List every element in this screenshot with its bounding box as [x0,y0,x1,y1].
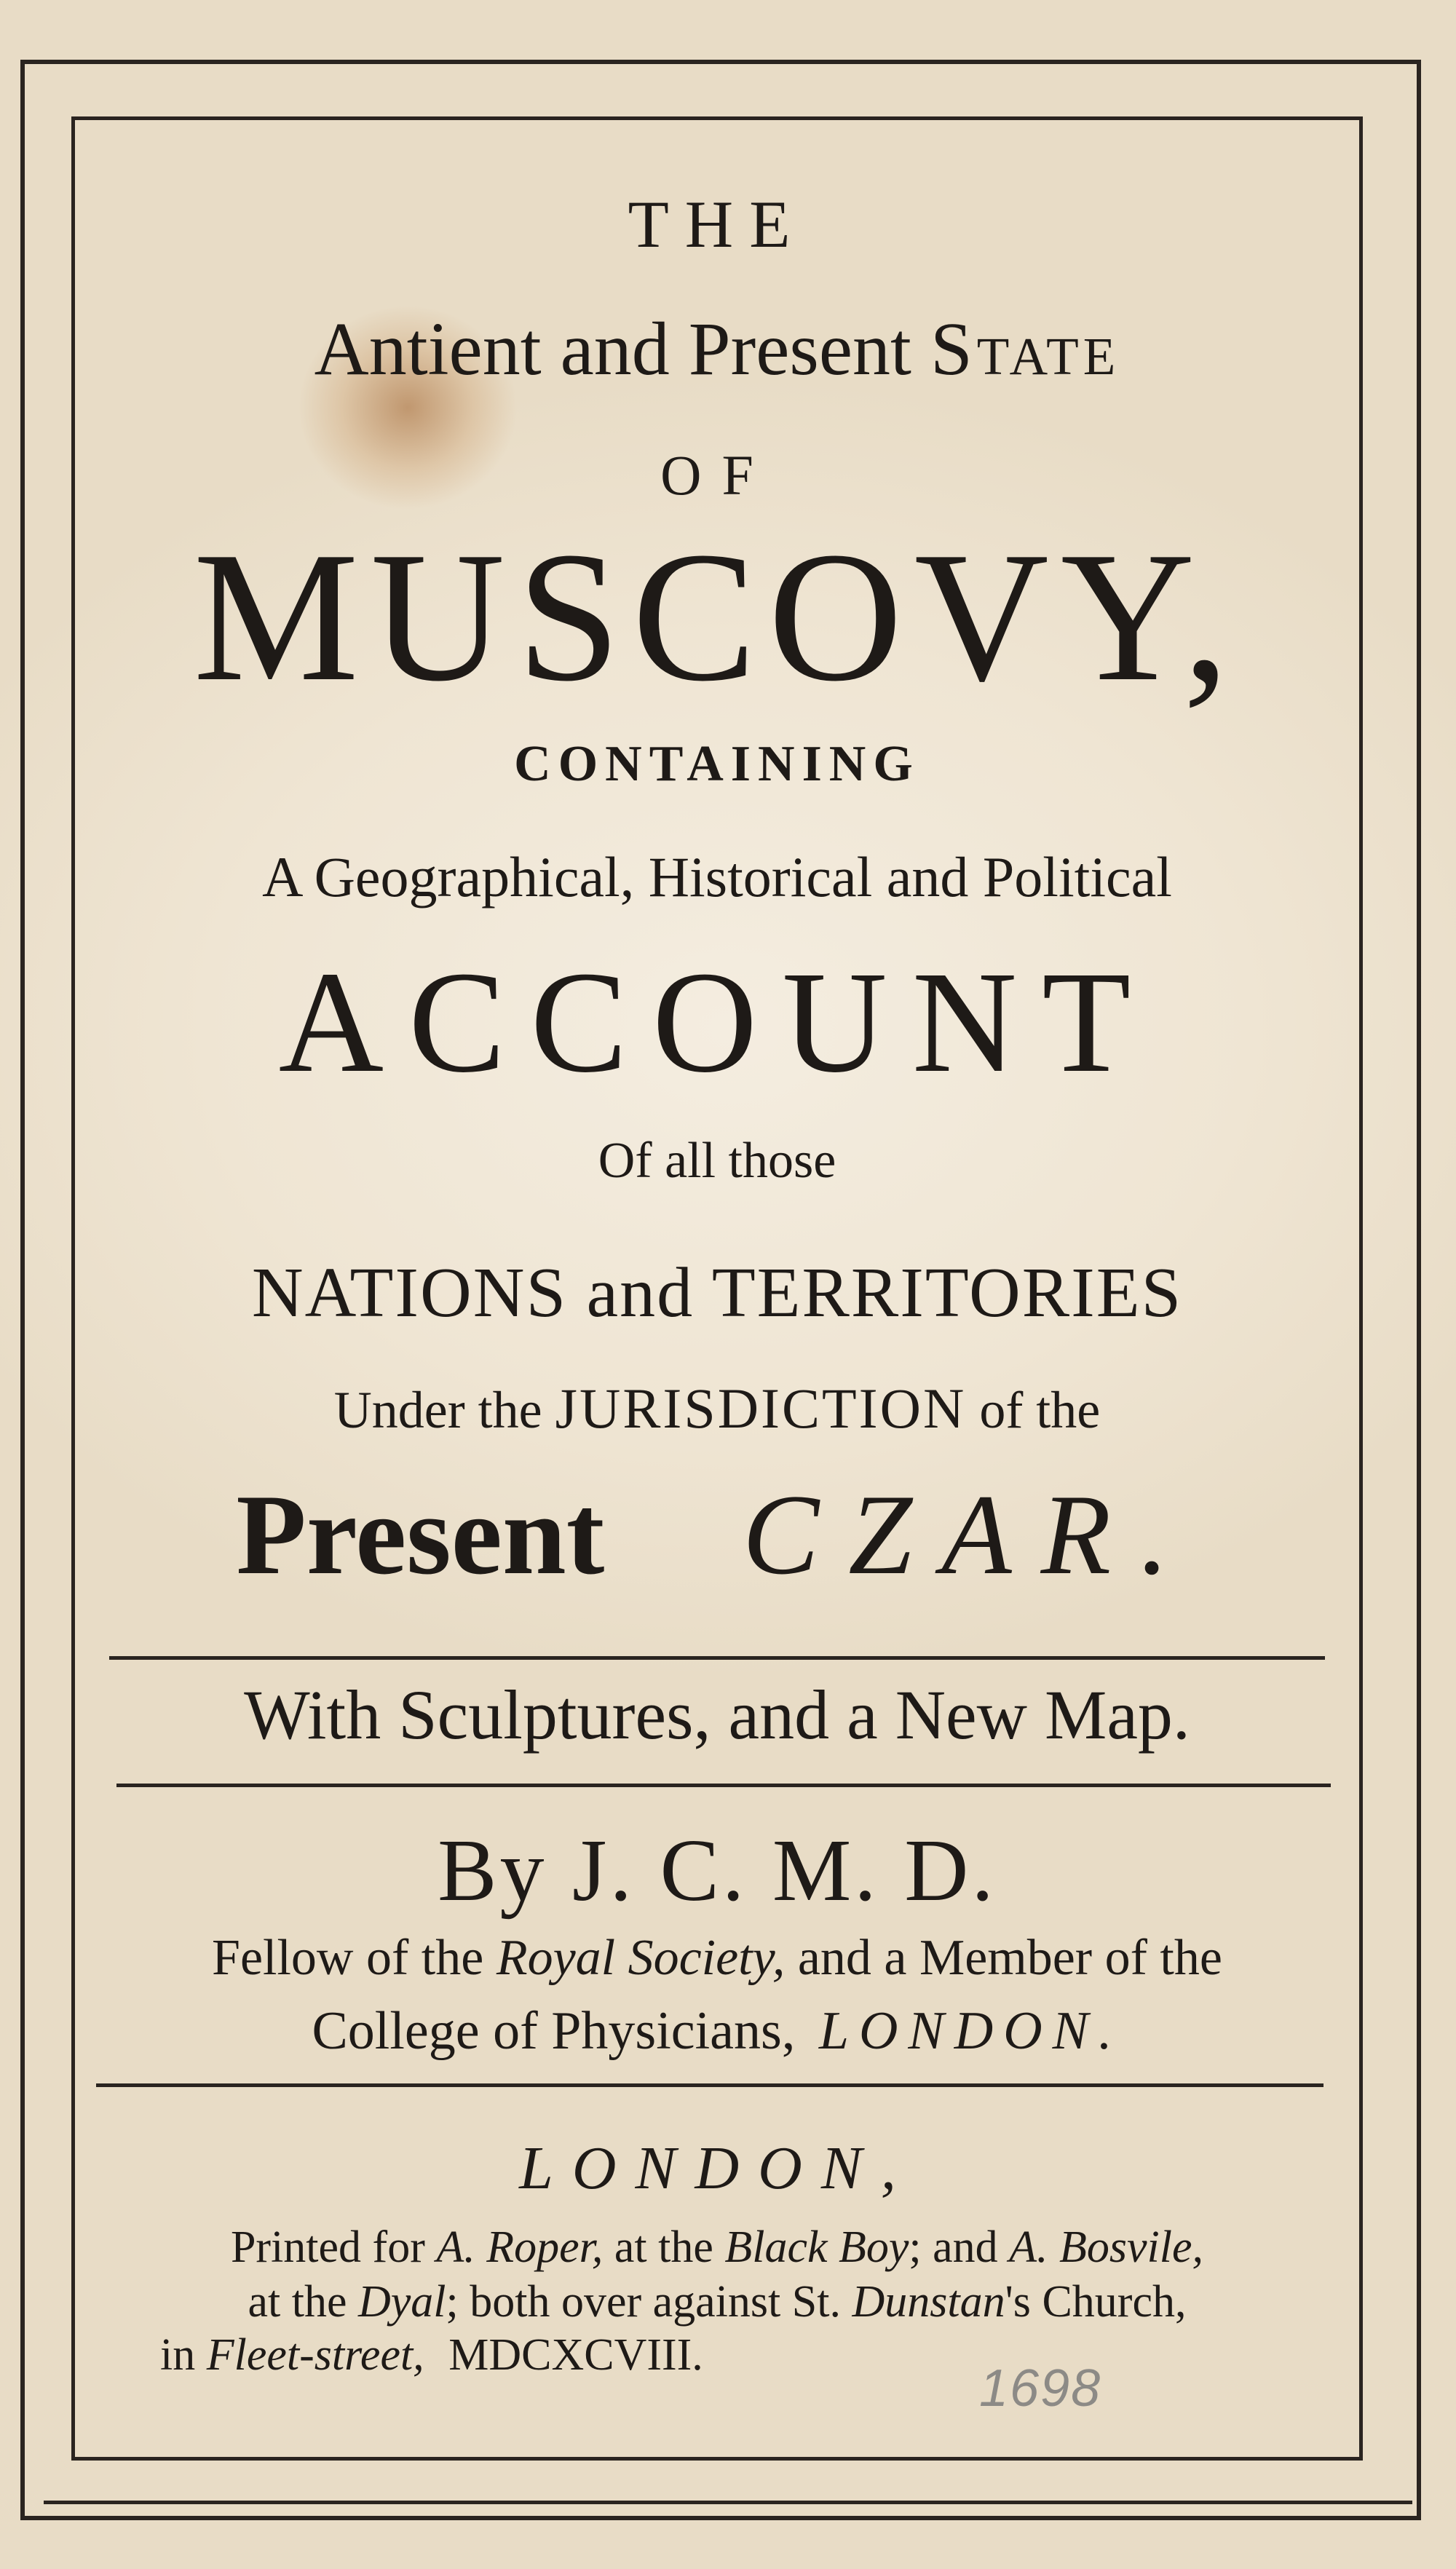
dunstan-text: Dunstan [852,2277,1005,2327]
present-czar [80,1471,1354,1599]
date-roman-text: MDCXCVIII. [448,2330,703,2380]
of-the-text: of the [979,1381,1101,1439]
jurisdiction-text: JURISDICTION [555,1377,967,1440]
title-the: THE [628,187,807,261]
church-text: 's Church, [1005,2277,1187,2327]
imprint-line-3 [160,2329,1034,2381]
both-over-text: ; both over against St. [446,2277,841,2327]
in-text: in [160,2330,196,2380]
rule-bottom [96,2083,1324,2087]
title-antient-present-state [80,306,1354,392]
title-of: OF [660,443,774,507]
with-sculptures: With Sculptures, and a New Map. [244,1676,1190,1754]
rule-middle [116,1784,1331,1787]
geographical-line: A Geographical, Historical and Political [262,845,1172,909]
by-author: By J. C. M. D. [438,1821,997,1920]
at-the-text: at the [614,2222,713,2272]
and-text: ; and [909,2222,998,2272]
containing: CONTAINING [514,736,920,792]
title-account: ACCOUNT [278,942,1156,1103]
college-text: College of Physicians, [312,2001,796,2061]
bosvile-text: A. Bosvile, [1009,2222,1204,2272]
at-the-2-text: at the [248,2277,347,2327]
college-line [80,2000,1354,2062]
black-boy-text: Black Boy [724,2222,909,2272]
antient-present-text: Antient and Present [314,307,911,391]
fellow-text: Fellow of the [212,1930,484,1986]
london-credit-text: LONDON. [818,2001,1123,2061]
imprint-line-1 [80,2222,1354,2273]
bottom-border-rule [44,2501,1412,2504]
member-text: and a Member of the [797,1930,1222,1986]
imprint-line-2 [80,2276,1354,2328]
pencil-date-annotation: 1698 [979,2359,1102,2418]
fleet-street-text: Fleet-street, [206,2330,424,2380]
under-the-text: Under the [333,1381,542,1439]
state-text: State [930,307,1120,391]
czar-text: CZAR. [742,1471,1198,1599]
present-text: Present [236,1471,605,1599]
of-all-those: Of all those [598,1133,836,1189]
title-muscovy: MUSCOVY, [193,514,1241,720]
nations-territories: NATIONS and TERRITORIES [251,1254,1183,1332]
printed-for-text: Printed for [230,2222,425,2272]
dyal-text: Dyal [358,2277,446,2327]
fellow-line [80,1929,1354,1987]
under-jurisdiction [80,1376,1354,1441]
roper-text: A. Roper, [436,2222,604,2272]
imprint-city: LONDON, [519,2134,915,2202]
rule-top [109,1656,1325,1660]
royal-society-text: Royal Society, [496,1930,786,1986]
